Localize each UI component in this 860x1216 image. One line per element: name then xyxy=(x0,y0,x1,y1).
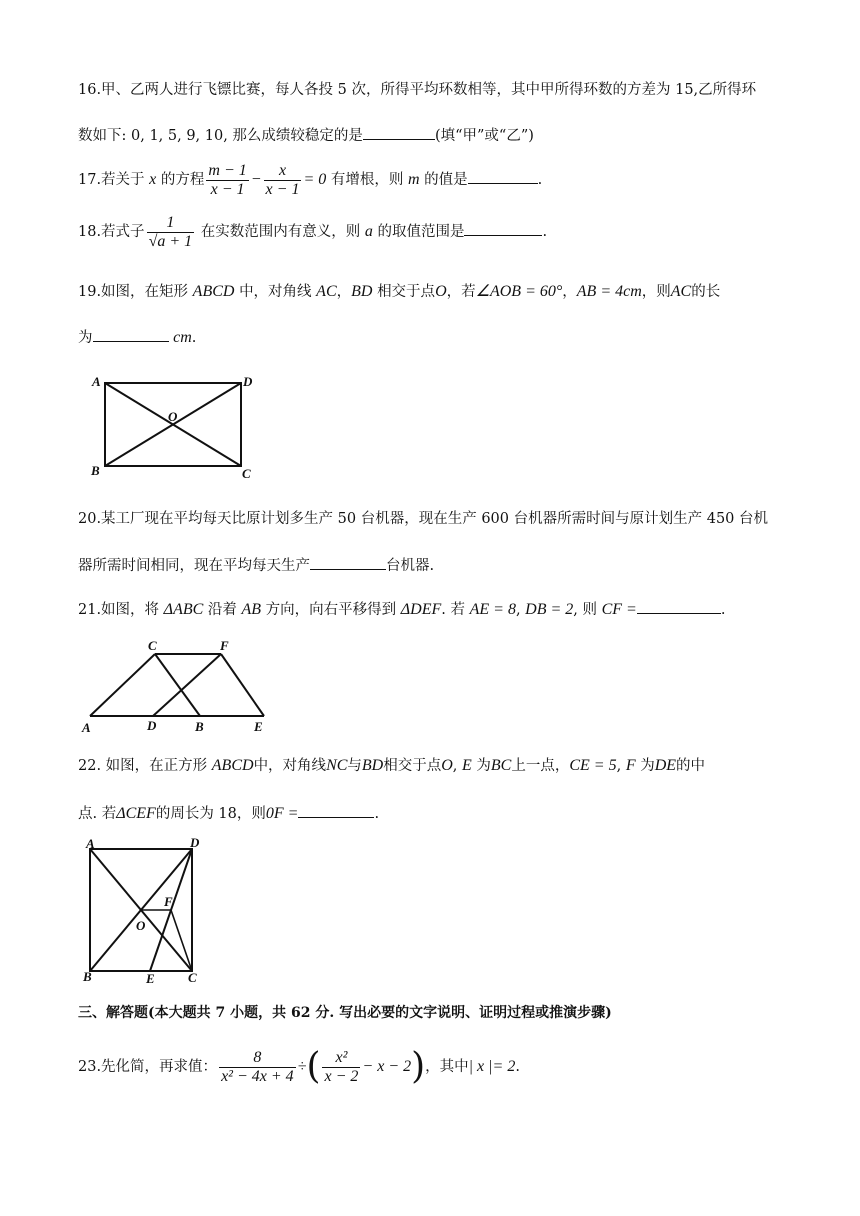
q22-label-e: E xyxy=(146,971,155,986)
q22-t7: 上一点， xyxy=(511,758,570,774)
q17-f2-num: x xyxy=(264,162,302,181)
q21-abc: ΔABC xyxy=(163,601,204,618)
q19-label-c: C xyxy=(242,466,251,481)
q21-answer-blank[interactable] xyxy=(637,598,721,614)
q21-t5: , xyxy=(515,602,521,618)
q22-f: F xyxy=(625,757,636,774)
q18-var-a: a xyxy=(364,223,373,240)
q22-t6: 为 xyxy=(476,758,491,774)
q23-f1-num: 8 xyxy=(219,1049,296,1068)
q22-label-b: B xyxy=(83,969,92,984)
q20-t1: 器所需时间相同，现在平均每天生产 xyxy=(78,558,310,574)
q22-o: O xyxy=(441,757,453,774)
q22-label-f: F xyxy=(164,894,173,909)
q23-f2-den: x − 2 xyxy=(324,1067,359,1085)
q19-abcd: ABCD xyxy=(192,283,235,300)
q17-minus: − xyxy=(250,171,262,188)
q21-t4: . 若 xyxy=(441,602,465,618)
q20-line2 xyxy=(78,554,434,576)
q17-end: . xyxy=(537,172,543,188)
q17-mid: 的方程 xyxy=(160,172,205,188)
q22-t10: 的中 xyxy=(676,758,706,774)
q21-t3: 方向，向右平移得到 xyxy=(265,602,397,618)
q21-label-d: D xyxy=(147,718,157,733)
q21-label-b: B xyxy=(195,719,204,734)
q22-t9: 为 xyxy=(640,758,655,774)
q21-label-e: E xyxy=(254,719,263,734)
q22-label-a: A xyxy=(86,836,95,851)
q17-var-m: m xyxy=(407,171,420,188)
q16-line2 xyxy=(78,124,534,146)
q22-label-d: D xyxy=(190,835,200,850)
q21-cf: CF = xyxy=(601,601,637,618)
q19-cm: cm xyxy=(173,329,192,346)
q18-prefix: 18.若式子 xyxy=(78,224,145,240)
q23-fraction-1 xyxy=(219,1049,296,1086)
q23-paren-right: ) xyxy=(411,1046,426,1087)
q19-label-a: A xyxy=(92,374,101,389)
q18-den: √a + 1 xyxy=(148,232,193,250)
q16-answer-blank[interactable] xyxy=(363,124,435,140)
q19-comma1: ， xyxy=(336,284,352,300)
q22-label-c: C xyxy=(188,970,197,985)
q17-answer-blank[interactable] xyxy=(468,168,538,184)
q19-label-o: O xyxy=(168,409,178,424)
q22-de: DE xyxy=(654,757,677,774)
q19-o: O xyxy=(435,283,447,300)
q21-label-c: C xyxy=(148,638,157,653)
q23-end: . xyxy=(515,1059,520,1075)
q17-tail: 的值是 xyxy=(424,172,468,188)
q20-t2: 台机器. xyxy=(386,558,435,574)
q19-t2: 中，对角线 xyxy=(239,284,312,300)
q19-t7: 为 xyxy=(78,330,93,346)
q17-f1-den: x − 1 xyxy=(210,180,245,198)
q19-t4: ，若 xyxy=(446,284,476,300)
q23-tail: ，其中 xyxy=(425,1059,469,1075)
q21-t2: 沿着 xyxy=(207,602,237,618)
q17-prefix: 17.若关于 xyxy=(78,172,145,188)
q19-rectangle-figure xyxy=(88,372,258,482)
q17-eq: = 0 xyxy=(303,171,327,188)
q23-prefix: 23.先化简，再求值： xyxy=(78,1059,218,1075)
q22-ce: CE = 5 xyxy=(569,757,617,774)
q17 xyxy=(78,160,542,200)
q20-line1: 20.某工厂现在平均每天比原计划多生产 50 台机器，现在生产 600 台机器所需时间与原计划生产 450 台机 xyxy=(78,511,769,527)
q17-f1-num: m − 1 xyxy=(208,161,247,179)
q21-triangle-figure xyxy=(80,636,280,736)
q22-bd: BD xyxy=(361,757,384,774)
q22-line2 xyxy=(78,802,379,824)
q17-f2-den: x − 1 xyxy=(265,180,300,198)
q21-end: . xyxy=(720,602,726,618)
q23-paren-left: ( xyxy=(306,1046,321,1087)
q18-den-radicand: a + 1 xyxy=(157,232,193,250)
q22-t8: , xyxy=(616,758,622,774)
q22-bc: BC xyxy=(490,757,512,774)
q22-t5: , xyxy=(452,758,458,774)
q23-abs: | x |= 2 xyxy=(468,1058,516,1075)
q21-label-f: F xyxy=(220,638,229,653)
q18-num: 1 xyxy=(147,214,195,233)
q22-of: 0F = xyxy=(265,805,299,822)
q19-line2 xyxy=(78,326,196,348)
q17-fraction-1 xyxy=(206,162,248,199)
q18-tail: 的取值范围是 xyxy=(377,224,465,240)
q19-bd: BD xyxy=(351,283,373,300)
q18-end: . xyxy=(542,224,548,240)
q19-line1 xyxy=(78,282,720,302)
q22-t4: 相交于点 xyxy=(383,758,442,774)
q22-answer-blank[interactable] xyxy=(298,802,374,818)
q19-label-d: D xyxy=(243,374,253,389)
q22-cef: ΔCEF xyxy=(116,805,156,822)
q19-ab: AB = 4cm xyxy=(576,283,642,300)
q22-t1: 22. 如图，在正方形 xyxy=(78,758,208,774)
q23-f1-den: x² − 4x + 4 xyxy=(221,1067,294,1085)
q16-text-a: 数如下: 0, 1, 5, 9, 10, 那么成绩较稳定的是 xyxy=(78,128,363,144)
q22-line1 xyxy=(78,756,705,776)
q17-var-x: x xyxy=(149,171,157,188)
q23-fraction-2 xyxy=(322,1049,360,1086)
q21-label-a: A xyxy=(82,720,91,735)
q18-fraction xyxy=(147,214,195,251)
q19-angle: ∠AOB = 60° xyxy=(475,283,563,300)
q19-comma2: ， xyxy=(562,284,577,300)
q19-ac2: AC xyxy=(670,283,692,300)
q20-answer-blank[interactable] xyxy=(310,554,386,570)
q19-ac: AC xyxy=(316,283,337,300)
q19-t1: 19.如图，在矩形 xyxy=(78,284,189,300)
q22-abcd: ABCD xyxy=(211,757,254,774)
q22-t11: 点. 若 xyxy=(78,806,117,822)
q21-t1: 21.如图，将 xyxy=(78,602,160,618)
q22-square-figure xyxy=(80,834,220,984)
q19-t6: 的长 xyxy=(691,284,721,300)
q16-text-b: (填“甲”或“乙”) xyxy=(434,128,534,144)
q23-rest: − x − 2 xyxy=(362,1058,412,1075)
q21-ab: AB xyxy=(241,601,262,618)
q21-ae: AE = 8 xyxy=(469,601,516,618)
q19-t5: ，则 xyxy=(641,284,671,300)
q19-t3: 相交于点 xyxy=(377,284,436,300)
q23-div: ÷ xyxy=(297,1058,307,1075)
q22-end: . xyxy=(374,806,380,822)
q17-fraction-2 xyxy=(264,162,302,199)
q22-t2: 中，对角线 xyxy=(253,758,327,774)
q22-t12: 的周长为 18，则 xyxy=(155,806,266,822)
q16-line1: 16.甲、乙两人进行飞镖比赛，每人各投 5 次，所得平均环数相等，其中甲所得环数的方差为 15,乙所得环 xyxy=(78,82,757,98)
q22-e: E xyxy=(462,757,472,774)
q21-def: ΔDEF xyxy=(400,601,442,618)
q21-db: DB = 2 xyxy=(525,601,574,618)
q21-t6: , 则 xyxy=(573,602,597,618)
q22-t3: 与 xyxy=(347,758,362,774)
q21-line xyxy=(78,598,725,620)
q18 xyxy=(78,212,547,252)
q22-nc: NC xyxy=(326,757,348,774)
section3-heading: 三、解答题(本大题共 7 小题，共 62 分. 写出必要的文字说明、证明过程或推演步骤) xyxy=(78,1005,612,1021)
q18-answer-blank[interactable] xyxy=(464,220,542,236)
q22-label-o: O xyxy=(136,918,146,933)
q19-label-b: B xyxy=(91,463,100,478)
q23 xyxy=(78,1044,520,1090)
q23-f2-num: x² xyxy=(322,1049,360,1068)
q17-after: 有增根，则 xyxy=(330,172,404,188)
q19-answer-blank[interactable] xyxy=(93,326,169,342)
q19-end: . xyxy=(191,330,197,346)
q18-mid: 在实数范围内有意义，则 xyxy=(200,224,361,240)
